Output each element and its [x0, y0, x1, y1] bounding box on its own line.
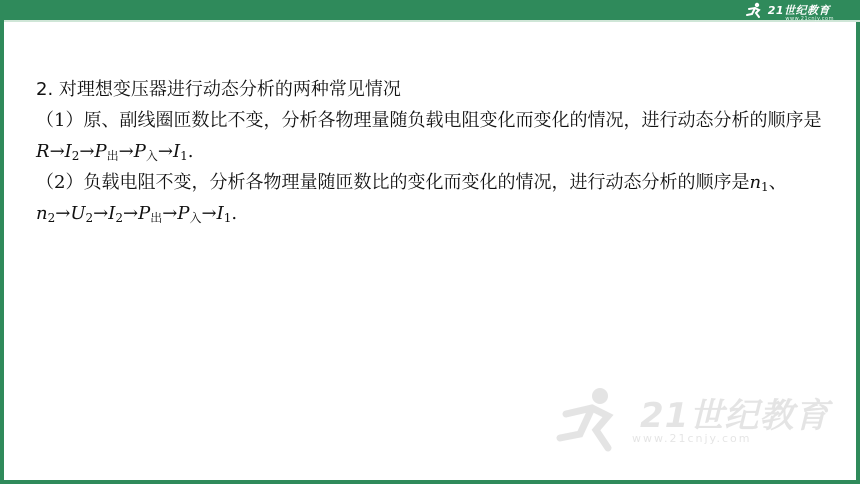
watermark [552, 380, 842, 460]
brand-url: www.21cnjy.com [785, 16, 834, 22]
item-1-text: （1）原、副线圈匝数比不变，分析各物理量随负载电阻变化而变化的情况，进行动态分析的顺序是 [36, 110, 822, 131]
item-2-sequence: $n_1$、$n_2\to U_2\to I_2\to P_出\to P_入\to I_1$. [36, 172, 787, 225]
header-stripe [4, 20, 860, 22]
runner-icon [745, 2, 765, 18]
brand-name: 21世纪教育 [767, 4, 830, 17]
section-heading: 2. 对理想变压器进行动态分析的两种常见情况 [36, 79, 401, 100]
item-2-text: （2）负载电阻不变，分析各物理量随匝数比的变化而变化的情况，进行动态分析的顺序是 [36, 172, 750, 193]
watermark-runner-icon [552, 384, 632, 454]
main-content [36, 74, 836, 229]
watermark-text: 21世纪教育 [640, 396, 830, 436]
item-1-sequence: $R\to I_2\to P_出\to P_入\to I_1$. [36, 141, 194, 163]
item-2 [36, 167, 836, 229]
item-1 [36, 105, 836, 167]
watermark-url: www.21cnjy.com [632, 432, 752, 445]
header-bar [4, 0, 860, 20]
